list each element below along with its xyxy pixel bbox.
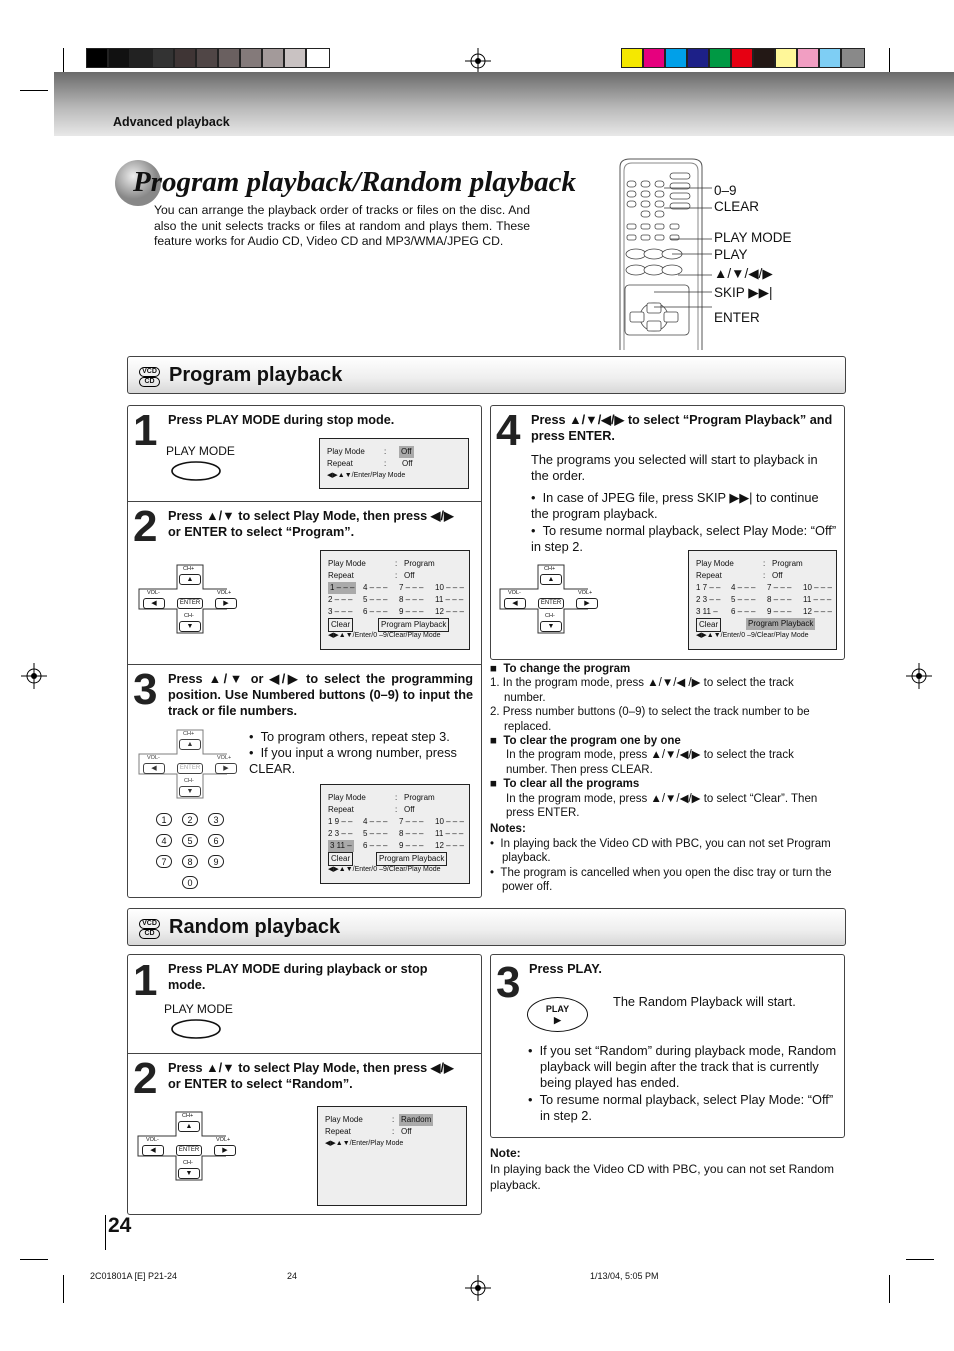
remote-label-digits: 0–9 xyxy=(714,183,737,198)
step-number: 2 xyxy=(133,502,158,551)
cursor-pad-icon[interactable]: CH+ ▲ VOL- VOL+ ◀ ENTER ▶ CH- ▼ xyxy=(136,1110,242,1182)
osd-screen: Play Mode : Program Repeat : Off 1 7 – – 4 – – – 7 – – – 10 – – – 2 3 – – 5 – – – 8 – – – 11 – – – 3 11 – 6 – – – 9 – – – 12 – – – Clear Program Playback ◀▶▲▼/Enter/0 –9/Clear/Play Mode xyxy=(688,550,837,650)
number-keypad[interactable]: 1 2 3 4 5 6 7 8 9 0 xyxy=(152,810,232,892)
section-label: Advanced playback xyxy=(113,115,230,129)
remote-label-clear: CLEAR xyxy=(714,199,760,214)
remote-label-play-mode: PLAY MODE xyxy=(714,230,792,245)
remote-label-enter: ENTER xyxy=(714,310,760,325)
step-number: 4 xyxy=(496,406,521,455)
play-button-icon[interactable]: PLAY ▶ xyxy=(527,997,588,1032)
remote-label-skip: SKIP ▶▶| xyxy=(714,285,773,300)
step-instruction: Press ▲/▼/◀/▶ to select “Program Playback” and press ENTER. xyxy=(531,413,833,443)
step-bullet: • If you set “Random” during playback mode, Random playback will begin after the track that is currently being played has ended. xyxy=(528,1043,837,1090)
page-number: 24 xyxy=(108,1214,132,1237)
step-number: 3 xyxy=(133,665,158,714)
play-mode-button-icon[interactable] xyxy=(170,1018,222,1040)
intro-text: You can arrange the playback order of tracks or files on the disc. And also the unit selects tracks or files at random and plays them. These feature works for Audio CD, Video CD and MP3/WMA/JPEG CD. xyxy=(154,203,530,249)
step-instruction: Press PLAY MODE during stop mode. xyxy=(168,413,395,427)
step-bullet: • To resume normal playback, select Play Mode: “Off” in step 2. xyxy=(531,523,837,554)
cursor-pad-icon[interactable]: CH+ ▲ VOL- VOL+ ◀ ENTER ▶ CH- ▼ xyxy=(498,563,604,635)
play-mode-button-icon[interactable] xyxy=(170,460,222,482)
vcd-cd-icon: VCD CD xyxy=(137,367,162,385)
random-playback-band xyxy=(127,908,846,946)
play-mode-button-label: PLAY MODE xyxy=(164,1002,233,1016)
step-number: 3 xyxy=(496,958,521,1007)
cursor-pad-icon[interactable]: CH+ ▲ VOL- VOL+ ◀ ENTER ▶ CH- ▼ xyxy=(137,728,243,800)
step-body: The programs you selected will start to playback in the order. xyxy=(531,452,818,483)
step-number: 1 xyxy=(133,406,158,455)
step-bullet: • In case of JPEG file, press SKIP ▶▶| to continue the program playback. xyxy=(531,490,819,521)
step-instruction: Press ▲/▼ to select Play Mode, then press ◀/▶ or ENTER to select “Program”. xyxy=(168,509,454,539)
step-bullet: • If you input a wrong number, press CLEAR. xyxy=(249,745,457,776)
osd-screen: Play Mode : Off Repeat : Off ◀▶▲▼/Enter/Play Mode xyxy=(319,438,469,489)
cursor-pad-icon[interactable]: CH+ ▲ VOL- VOL+ ◀ ENTER ▶ CH- ▼ xyxy=(137,563,243,635)
step-bullet: • To resume normal playback, select Play Mode: “Off” in step 2. xyxy=(528,1092,834,1123)
step-body: The Random Playback will start. xyxy=(613,994,796,1009)
program-playback-band xyxy=(127,356,846,394)
remote-control-icon xyxy=(616,157,712,350)
step-instruction: Press PLAY. xyxy=(529,962,602,976)
step-number: 2 xyxy=(133,1054,158,1103)
play-mode-button-label: PLAY MODE xyxy=(166,444,235,458)
program-playback-title: Program playback xyxy=(169,364,343,386)
random-note: Note: In playing back the Video CD with PBC, you can not set Random playback. xyxy=(490,1146,834,1192)
step-bullet: • To program others, repeat step 3. xyxy=(249,729,450,744)
registration-mark-icon xyxy=(465,48,491,74)
step-instruction: Press PLAY MODE during playback or stop mode. xyxy=(168,962,428,992)
remote-label-arrows: ▲/▼/◀/▶ xyxy=(714,266,773,281)
osd-screen: Play Mode : Program Repeat : Off 1 9 – – 4 – – – 7 – – – 10 – – – 2 3 – – 5 – – – 8 – – – 11 – – – 3 11 – 6 – – – 9 – – – 12 – – – Clear Program Playback ◀▶▲▼/Enter/0 –9/Clear/Play Mode xyxy=(320,784,470,884)
random-playback-title: Random playback xyxy=(169,916,341,938)
page-title: Program playback/Random playback xyxy=(133,166,577,198)
footer-code: 2C01801A [E] P21-24 xyxy=(90,1271,178,1281)
footer-date: 1/13/04, 5:05 PM xyxy=(590,1271,659,1281)
remote-label-play: PLAY xyxy=(714,247,748,262)
change-program-section: ■ To change the program 1. In the program mode, press ▲/▼/◀ /▶ to select the track number. 2. Press number buttons (0–9) to select the track number to be replaced. ■ To clear the program one by one In the program mode, press ▲/▼/◀/▶ to select the track number. Then press CLEAR. ■ To clear all the programs In the program mode, press ▲/▼/◀/▶ to select “Clear”. Then press ENTER. Notes: • In playing back the Video CD with PBC, you can not set Program playback. • The program is cancelled when you open the disc tray or turn the power off. xyxy=(490,663,832,894)
osd-screen: Play Mode : Random Repeat : Off ◀▶▲▼/Enter/Play Mode xyxy=(317,1106,467,1206)
vcd-cd-icon: VCD CD xyxy=(137,919,162,937)
registration-mark-icon xyxy=(465,1275,491,1301)
registration-mark-icon xyxy=(906,663,932,689)
osd-screen: Play Mode : Program Repeat : Off 1 – – – 4 – – – 7 – – – 10 – – – 2 – – – 5 – – – 8 – – – 11 – – – 3 – – – 6 – – – 9 – – – 12 – – – Clear Program Playback ◀▶▲▼/Enter/0 –9/Clear/Play Mode xyxy=(320,550,470,650)
step-instruction: Press ▲/▼ to select Play Mode, then press ◀/▶ or ENTER to select “Random”. xyxy=(168,1061,454,1091)
footer-page: 24 xyxy=(287,1271,298,1281)
step-instruction: Press ▲/▼ or ◀/▶ to select the programming position. Use Numbered buttons (0–9) to input the track or file numbers. xyxy=(168,672,473,718)
registration-mark-icon xyxy=(21,663,47,689)
step-number: 1 xyxy=(133,956,158,1005)
